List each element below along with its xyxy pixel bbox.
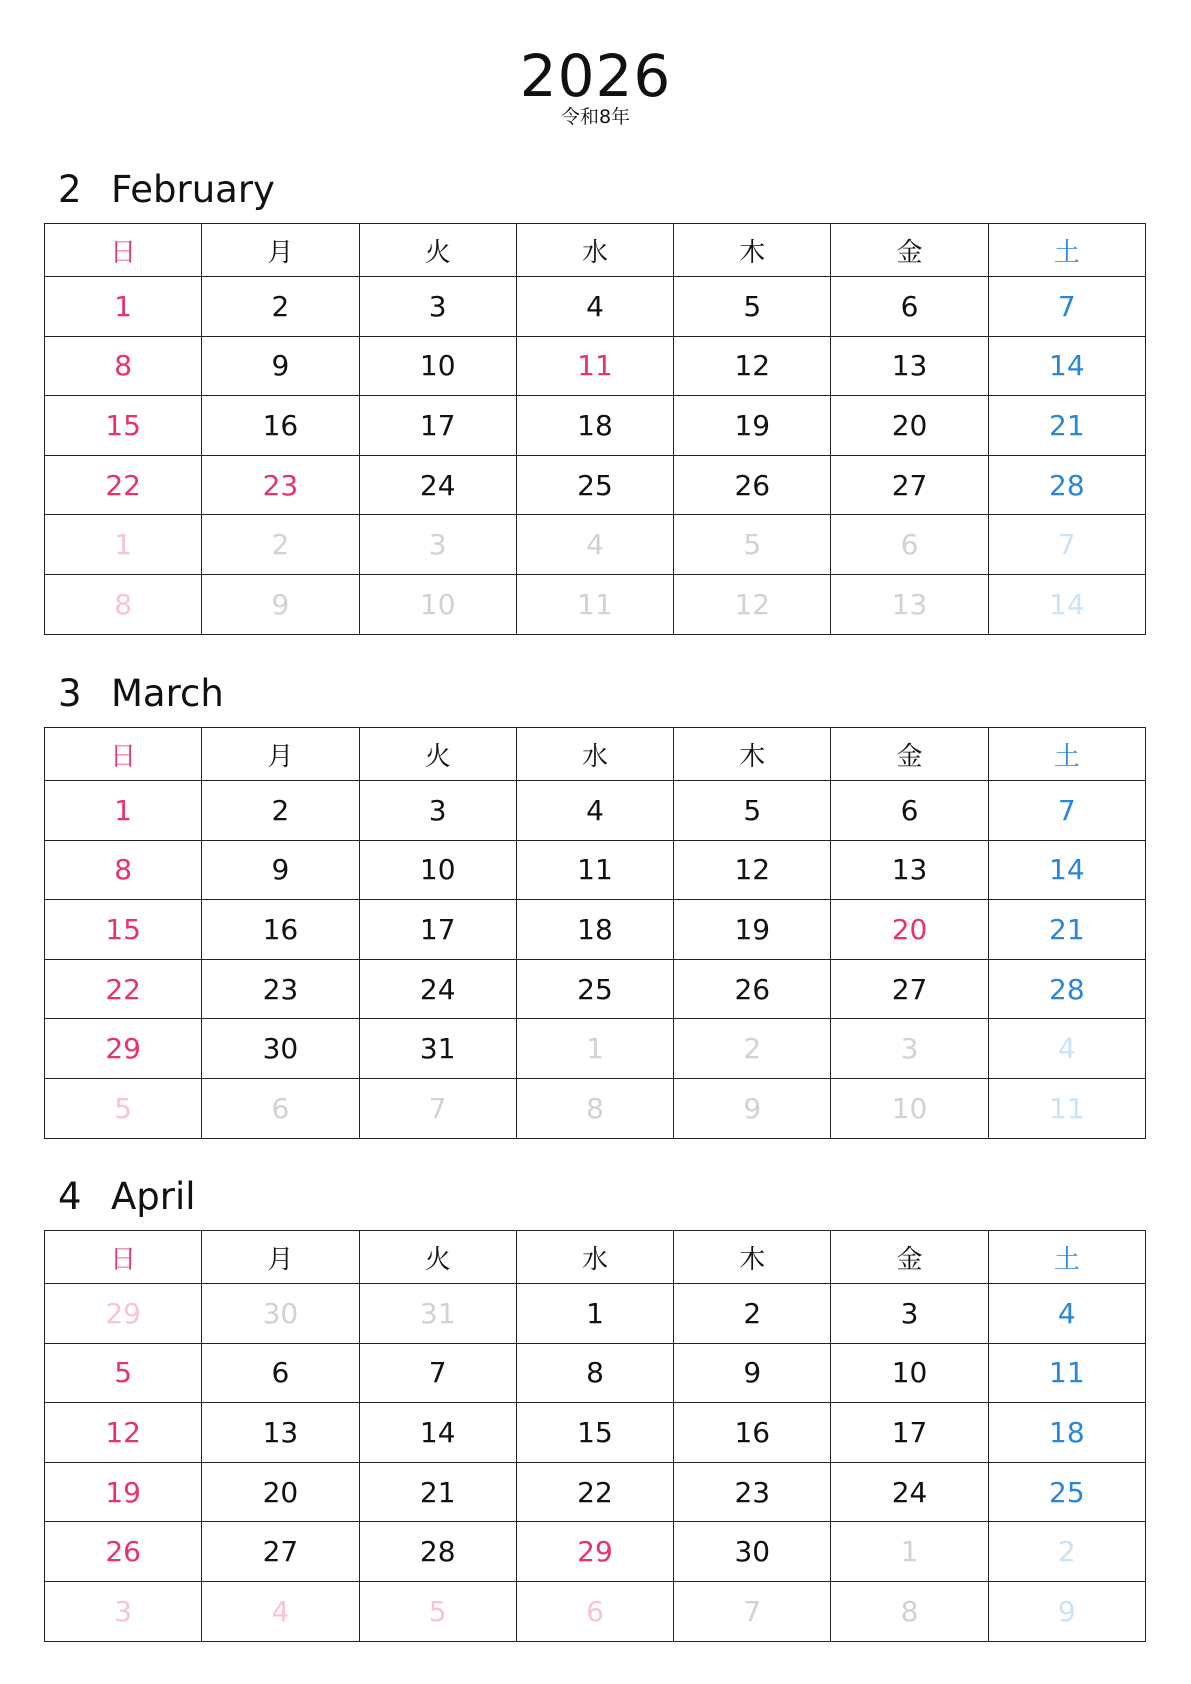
day-cell: 27 — [831, 455, 988, 515]
month-name: April — [111, 1175, 196, 1218]
day-cell-other-month: 29 — [45, 1284, 202, 1344]
day-cell: 5 — [674, 781, 831, 841]
day-cell: 27 — [202, 1522, 359, 1582]
day-cell-other-month: 6 — [516, 1581, 673, 1641]
day-cell: 13 — [831, 336, 988, 396]
day-cell: 9 — [202, 336, 359, 396]
day-cell-other-month: 2 — [674, 1019, 831, 1079]
day-cell: 14 — [988, 840, 1145, 900]
day-cell-other-month: 6 — [202, 1078, 359, 1138]
weekday-header: 水 — [516, 728, 673, 781]
month-title — [58, 669, 224, 719]
day-cell: 18 — [516, 900, 673, 960]
day-cell: 15 — [516, 1403, 673, 1463]
day-cell: 11 — [516, 840, 673, 900]
day-cell: 31 — [359, 1019, 516, 1079]
month-number: 2 — [58, 168, 82, 211]
day-cell: 26 — [674, 959, 831, 1019]
day-cell: 1 — [45, 781, 202, 841]
day-cell-other-month: 8 — [831, 1581, 988, 1641]
day-cell: 24 — [359, 455, 516, 515]
day-cell: 17 — [831, 1403, 988, 1463]
weekday-header: 日 — [45, 728, 202, 781]
day-cell: 7 — [988, 277, 1145, 337]
day-cell: 18 — [988, 1403, 1145, 1463]
day-cell: 6 — [831, 277, 988, 337]
week-row — [45, 1078, 1146, 1138]
day-cell-other-month: 12 — [674, 574, 831, 634]
day-cell-other-month: 31 — [359, 1284, 516, 1344]
day-cell: 10 — [359, 336, 516, 396]
weekday-header: 土 — [988, 1231, 1145, 1284]
weekday-header: 日 — [45, 1231, 202, 1284]
day-cell: 14 — [988, 336, 1145, 396]
day-cell: 12 — [45, 1403, 202, 1463]
day-cell: 4 — [516, 781, 673, 841]
day-cell: 7 — [988, 781, 1145, 841]
day-cell: 28 — [988, 959, 1145, 1019]
day-cell: 23 — [202, 455, 359, 515]
weekday-header: 土 — [988, 224, 1145, 277]
day-cell: 21 — [988, 396, 1145, 456]
week-row — [45, 781, 1146, 841]
weekday-header-row — [45, 224, 1146, 277]
day-cell: 11 — [516, 336, 673, 396]
day-cell: 29 — [45, 1019, 202, 1079]
day-cell-other-month: 30 — [202, 1284, 359, 1344]
day-cell: 19 — [674, 396, 831, 456]
day-cell: 19 — [45, 1462, 202, 1522]
week-row — [45, 840, 1146, 900]
day-cell: 25 — [516, 959, 673, 1019]
weekday-header: 土 — [988, 728, 1145, 781]
day-cell: 18 — [516, 396, 673, 456]
week-row — [45, 277, 1146, 337]
day-cell-other-month: 3 — [831, 1019, 988, 1079]
weekday-header: 木 — [674, 224, 831, 277]
day-cell: 30 — [202, 1019, 359, 1079]
weekday-header: 月 — [202, 728, 359, 781]
day-cell: 5 — [45, 1343, 202, 1403]
day-cell-other-month: 8 — [45, 574, 202, 634]
day-cell-other-month: 2 — [202, 515, 359, 575]
year-title: 2026 — [519, 42, 672, 110]
day-cell-other-month: 13 — [831, 574, 988, 634]
weekday-header: 月 — [202, 1231, 359, 1284]
day-cell-other-month: 2 — [988, 1522, 1145, 1582]
month-april — [44, 1175, 1146, 1642]
weekday-header: 木 — [674, 728, 831, 781]
day-cell: 17 — [359, 900, 516, 960]
day-cell: 4 — [988, 1284, 1145, 1344]
day-cell: 22 — [516, 1462, 673, 1522]
day-cell: 17 — [359, 396, 516, 456]
day-cell: 7 — [359, 1343, 516, 1403]
day-cell: 3 — [831, 1284, 988, 1344]
day-cell: 8 — [45, 336, 202, 396]
day-cell: 14 — [359, 1403, 516, 1463]
day-cell: 9 — [674, 1343, 831, 1403]
day-cell: 20 — [831, 900, 988, 960]
day-cell: 27 — [831, 959, 988, 1019]
day-cell-other-month: 11 — [516, 574, 673, 634]
calendar-grid — [44, 727, 1146, 1139]
day-cell-other-month: 7 — [359, 1078, 516, 1138]
day-cell: 11 — [988, 1343, 1145, 1403]
day-cell: 2 — [202, 277, 359, 337]
weekday-header-row — [45, 1231, 1146, 1284]
day-cell-other-month: 3 — [359, 515, 516, 575]
day-cell: 1 — [516, 1284, 673, 1344]
day-cell: 23 — [202, 959, 359, 1019]
day-cell: 8 — [45, 840, 202, 900]
day-cell: 28 — [988, 455, 1145, 515]
week-row — [45, 1581, 1146, 1641]
week-row — [45, 1284, 1146, 1344]
day-cell: 13 — [831, 840, 988, 900]
day-cell: 22 — [45, 455, 202, 515]
day-cell: 12 — [674, 336, 831, 396]
week-row — [45, 515, 1146, 575]
month-number: 4 — [58, 1175, 82, 1218]
day-cell: 24 — [831, 1462, 988, 1522]
day-cell: 28 — [359, 1522, 516, 1582]
day-cell: 26 — [674, 455, 831, 515]
day-cell-other-month: 10 — [831, 1078, 988, 1138]
day-cell: 8 — [516, 1343, 673, 1403]
day-cell: 6 — [831, 781, 988, 841]
month-february — [44, 168, 1146, 635]
day-cell-other-month: 9 — [202, 574, 359, 634]
day-cell: 3 — [359, 781, 516, 841]
day-cell-other-month: 5 — [45, 1078, 202, 1138]
day-cell: 3 — [359, 277, 516, 337]
day-cell-other-month: 7 — [674, 1581, 831, 1641]
day-cell: 10 — [359, 840, 516, 900]
day-cell: 21 — [988, 900, 1145, 960]
weekday-header: 金 — [831, 728, 988, 781]
day-cell-other-month: 7 — [988, 515, 1145, 575]
day-cell-other-month: 5 — [359, 1581, 516, 1641]
day-cell: 25 — [516, 455, 673, 515]
day-cell-other-month: 4 — [516, 515, 673, 575]
day-cell: 15 — [45, 396, 202, 456]
day-cell-other-month: 5 — [674, 515, 831, 575]
day-cell: 12 — [674, 840, 831, 900]
day-cell-other-month: 4 — [202, 1581, 359, 1641]
day-cell-other-month: 8 — [516, 1078, 673, 1138]
week-row — [45, 1462, 1146, 1522]
day-cell-other-month: 14 — [988, 574, 1145, 634]
weekday-header: 金 — [831, 224, 988, 277]
day-cell: 21 — [359, 1462, 516, 1522]
day-cell: 5 — [674, 277, 831, 337]
day-cell-other-month: 6 — [831, 515, 988, 575]
week-row — [45, 455, 1146, 515]
day-cell: 26 — [45, 1522, 202, 1582]
day-cell: 29 — [516, 1522, 673, 1582]
day-cell: 9 — [202, 840, 359, 900]
weekday-header: 水 — [516, 224, 673, 277]
day-cell: 15 — [45, 900, 202, 960]
weekday-header: 月 — [202, 224, 359, 277]
day-cell: 25 — [988, 1462, 1145, 1522]
day-cell-other-month: 10 — [359, 574, 516, 634]
day-cell: 24 — [359, 959, 516, 1019]
month-title — [58, 1172, 196, 1222]
month-number: 3 — [58, 672, 82, 715]
day-cell: 16 — [202, 396, 359, 456]
weekday-header: 火 — [359, 1231, 516, 1284]
calendar-grid — [44, 223, 1146, 635]
week-row — [45, 1343, 1146, 1403]
day-cell: 23 — [674, 1462, 831, 1522]
day-cell: 13 — [202, 1403, 359, 1463]
day-cell: 1 — [45, 277, 202, 337]
day-cell: 19 — [674, 900, 831, 960]
day-cell-other-month: 4 — [988, 1019, 1145, 1079]
day-cell: 20 — [202, 1462, 359, 1522]
weekday-header: 水 — [516, 1231, 673, 1284]
weekday-header: 火 — [359, 728, 516, 781]
day-cell: 16 — [202, 900, 359, 960]
week-row — [45, 1019, 1146, 1079]
day-cell-other-month: 11 — [988, 1078, 1145, 1138]
day-cell-other-month: 1 — [516, 1019, 673, 1079]
month-march — [44, 672, 1146, 1139]
day-cell: 6 — [202, 1343, 359, 1403]
month-title — [58, 165, 275, 215]
week-row — [45, 900, 1146, 960]
day-cell: 2 — [202, 781, 359, 841]
weekday-header: 火 — [359, 224, 516, 277]
day-cell: 10 — [831, 1343, 988, 1403]
day-cell-other-month: 9 — [674, 1078, 831, 1138]
day-cell-other-month: 3 — [45, 1581, 202, 1641]
weekday-header-row — [45, 728, 1146, 781]
week-row — [45, 959, 1146, 1019]
day-cell: 16 — [674, 1403, 831, 1463]
week-row — [45, 396, 1146, 456]
day-cell: 2 — [674, 1284, 831, 1344]
weekday-header: 木 — [674, 1231, 831, 1284]
day-cell-other-month: 9 — [988, 1581, 1145, 1641]
month-name: March — [111, 672, 224, 715]
week-row — [45, 574, 1146, 634]
day-cell: 20 — [831, 396, 988, 456]
calendar-grid — [44, 1230, 1146, 1642]
week-row — [45, 1403, 1146, 1463]
weekday-header: 金 — [831, 1231, 988, 1284]
era-subtitle: 令和8年 — [560, 106, 631, 128]
day-cell: 4 — [516, 277, 673, 337]
week-row — [45, 1522, 1146, 1582]
day-cell-other-month: 1 — [831, 1522, 988, 1582]
month-name: February — [111, 168, 275, 211]
day-cell-other-month: 1 — [45, 515, 202, 575]
day-cell: 22 — [45, 959, 202, 1019]
day-cell: 30 — [674, 1522, 831, 1582]
week-row — [45, 336, 1146, 396]
weekday-header: 日 — [45, 224, 202, 277]
